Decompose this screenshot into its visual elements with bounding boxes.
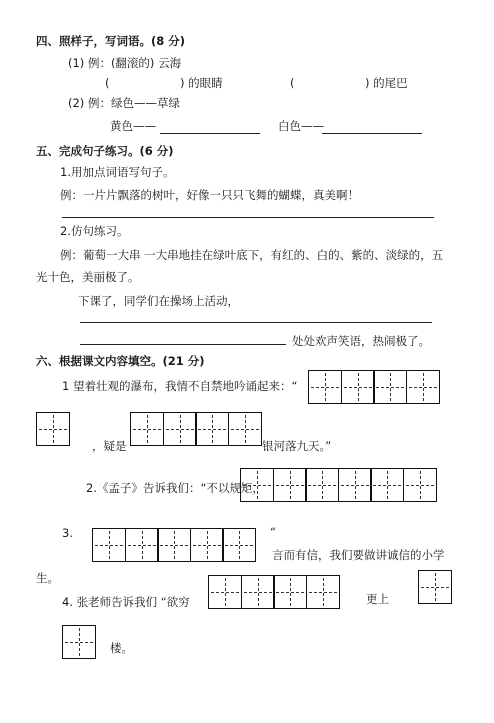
writing-cell[interactable] bbox=[373, 370, 407, 404]
writing-cell[interactable] bbox=[36, 412, 70, 446]
section-6-heading: 六、根据课文内容填空。(21 分) bbox=[36, 354, 205, 368]
section-6-q4-mid: 更上 bbox=[366, 592, 389, 606]
writing-cell[interactable] bbox=[222, 528, 256, 562]
writing-cell[interactable] bbox=[306, 575, 340, 609]
q1-blank2-open: ( bbox=[290, 76, 295, 90]
section-6-q4-text: 4. 张老师告诉我们 “欲穷 bbox=[62, 595, 190, 609]
q1-blank1-close: ) 的眼睛 bbox=[180, 76, 223, 90]
q3-answer-grid[interactable] bbox=[92, 528, 255, 562]
section-5-q2-example-line2: 光十色，美丽极了。 bbox=[36, 270, 140, 284]
answer-line[interactable] bbox=[62, 217, 434, 218]
section-5-q2-example-line1: 例：葡萄一大串 一大串地挂在绿叶底下，有红的、白的、紫的、淡绿的，五 bbox=[60, 248, 444, 262]
q1-answer-grid-2[interactable] bbox=[36, 412, 69, 446]
writing-cell[interactable] bbox=[341, 370, 375, 404]
writing-cell[interactable] bbox=[228, 412, 262, 446]
writing-cell[interactable] bbox=[208, 575, 242, 609]
writing-cell[interactable] bbox=[305, 468, 339, 502]
q4-answer-grid[interactable] bbox=[208, 575, 338, 609]
section-6-q1-end: 银河落九天。” bbox=[262, 439, 332, 453]
section-5-q2-ending: 处处欢声笑语，热闹极了。 bbox=[292, 334, 430, 348]
writing-cell[interactable] bbox=[195, 412, 229, 446]
writing-cell[interactable] bbox=[418, 570, 452, 604]
writing-cell[interactable] bbox=[62, 625, 96, 659]
section-4-q2-example: (2) 例：绿色——草绿 bbox=[68, 96, 180, 110]
q1-blank1-open: ( bbox=[105, 76, 110, 90]
q1-answer-grid-3[interactable] bbox=[130, 412, 260, 446]
q1-answer-grid[interactable] bbox=[308, 370, 438, 404]
section-6-q3-num: 3. bbox=[62, 526, 73, 540]
writing-cell[interactable] bbox=[338, 468, 372, 502]
q4-answer-grid-2[interactable] bbox=[418, 570, 451, 604]
section-6-q1-mid: ，疑是 bbox=[92, 439, 127, 453]
writing-cell[interactable] bbox=[403, 468, 437, 502]
section-6-q1-text: 1 望着壮观的瀑布，我情不自禁地吟诵起来：“ bbox=[62, 379, 298, 393]
writing-cell[interactable] bbox=[163, 412, 197, 446]
answer-line[interactable] bbox=[322, 133, 422, 134]
writing-cell[interactable] bbox=[130, 412, 164, 446]
section-6-q3-wrap: 生。 bbox=[36, 571, 59, 585]
q2-item-white: 白色—— bbox=[278, 119, 324, 133]
q1-blank2-close: ) 的尾巴 bbox=[365, 76, 408, 90]
writing-cell[interactable] bbox=[273, 575, 307, 609]
q4-answer-grid-3[interactable] bbox=[62, 625, 95, 659]
answer-line[interactable] bbox=[80, 322, 432, 323]
writing-cell[interactable] bbox=[370, 468, 404, 502]
section-5-q1-label: 1.用加点词语写句子。 bbox=[60, 165, 175, 179]
writing-cell[interactable] bbox=[157, 528, 191, 562]
answer-line[interactable] bbox=[80, 344, 286, 345]
writing-cell[interactable] bbox=[190, 528, 224, 562]
answer-line[interactable] bbox=[160, 133, 260, 134]
section-6-q2-text: 2.《孟子》告诉我们：“不以规矩， bbox=[86, 481, 264, 495]
section-6-q3-end: 言而有信，我们要做讲诚信的小学 bbox=[272, 548, 445, 562]
section-5-heading: 五、完成句子练习。(6 分) bbox=[36, 144, 174, 158]
section-6-q4-end: 楼。 bbox=[110, 641, 133, 655]
section-4-q1-example: (1) 例：(翻滚的) 云海 bbox=[68, 56, 182, 70]
section-5-q2-label: 2.仿句练习。 bbox=[60, 224, 129, 238]
writing-cell[interactable] bbox=[240, 468, 274, 502]
section-5-q2-prompt: 下课了，同学们在操场上活动， bbox=[78, 294, 239, 308]
writing-cell[interactable] bbox=[92, 528, 126, 562]
writing-cell[interactable] bbox=[125, 528, 159, 562]
q2-answer-grid[interactable] bbox=[240, 468, 435, 502]
section-5-q1-example: 例：一片片飘落的树叶，好像一只只飞舞的蝴蝶，真美啊！ bbox=[60, 188, 359, 202]
writing-cell[interactable] bbox=[406, 370, 440, 404]
section-4-heading: 四、照样子，写词语。(8 分) bbox=[36, 34, 186, 48]
writing-cell[interactable] bbox=[308, 370, 342, 404]
q2-item-yellow: 黄色—— bbox=[110, 119, 156, 133]
section-6-q3-quote: “ bbox=[270, 525, 276, 539]
writing-cell[interactable] bbox=[273, 468, 307, 502]
writing-cell[interactable] bbox=[241, 575, 275, 609]
